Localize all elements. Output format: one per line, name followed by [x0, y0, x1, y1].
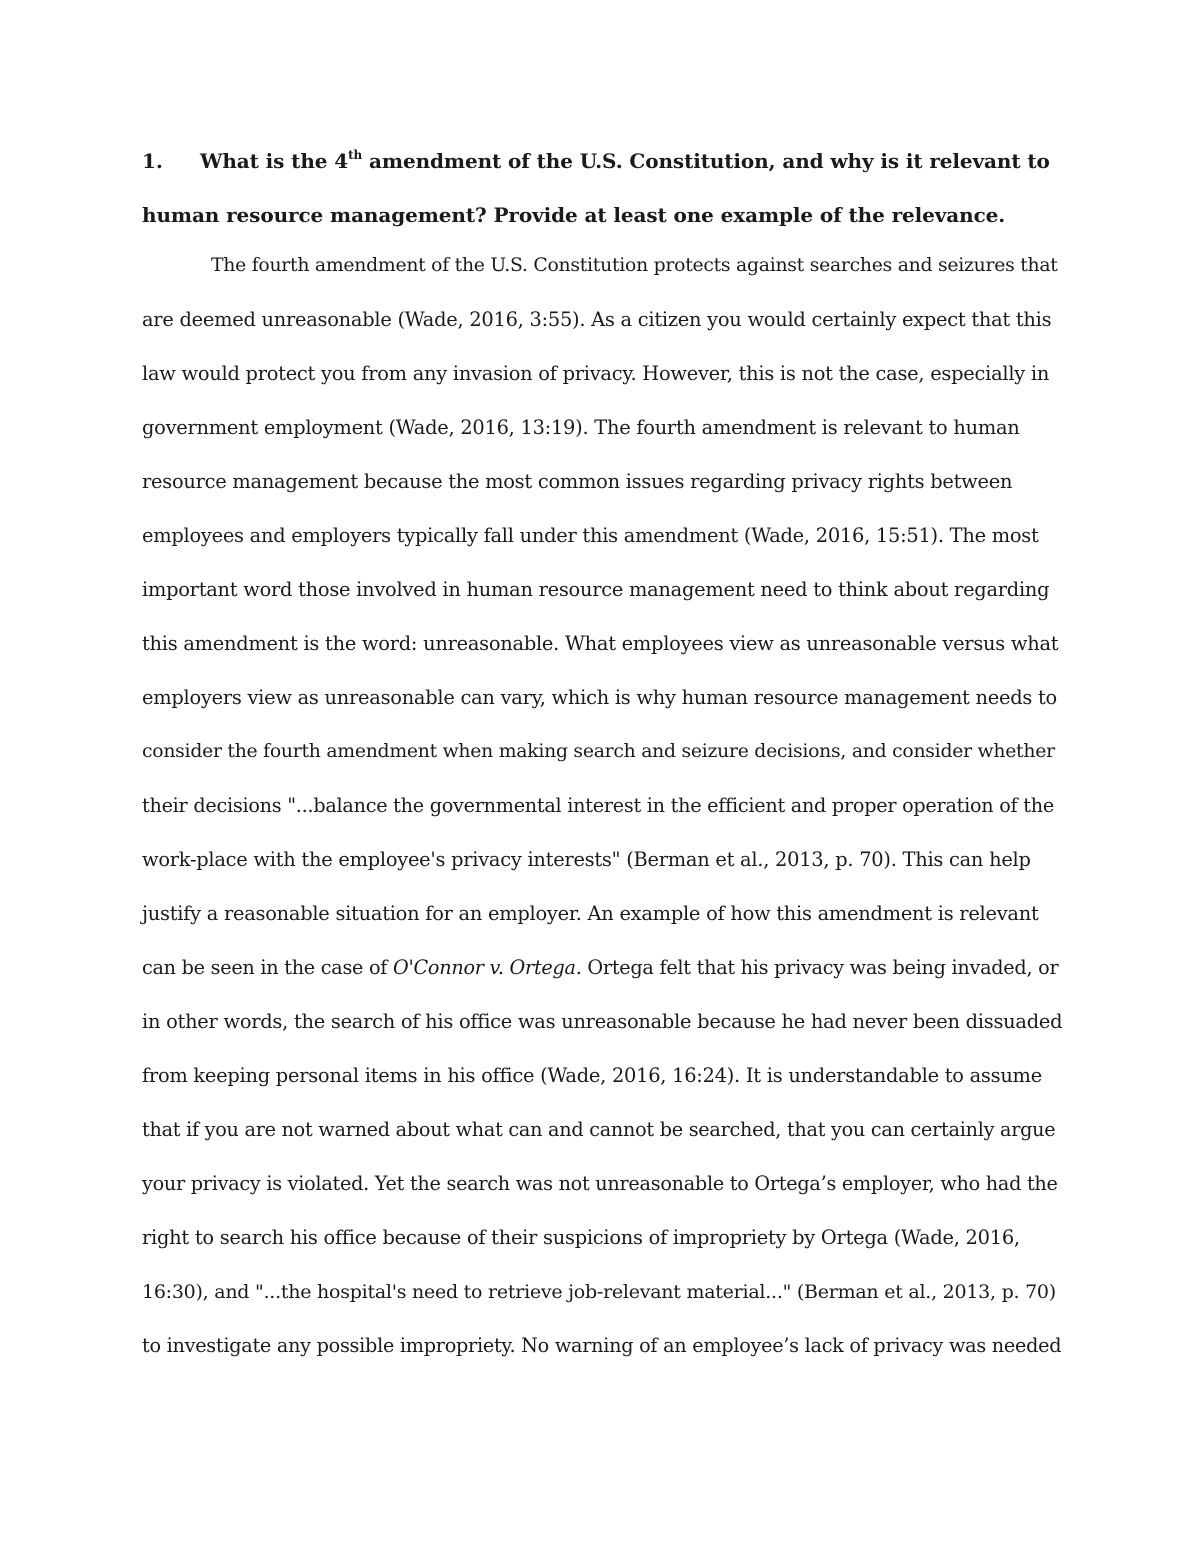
body-line-20: 16:30), and "...the hospital's need to retrieve job-relevant material..." (Berman et al., 2013, p. 70) [142, 1281, 1056, 1303]
body-line-5: resource management because the most common issues regarding privacy rights between [142, 470, 1013, 493]
body-line-14 [142, 953, 1058, 983]
body-line-3: law would protect you from any invasion of privacy. However, this is not the case, especially in [142, 362, 1050, 385]
body-line-9: employers view as unreasonable can vary, which is why human resource management needs to [142, 686, 1057, 709]
case-name: O'Connor v. Ortega. [393, 956, 582, 979]
body-line-2: are deemed unreasonable (Wade, 2016, 3:55). As a citizen you would certainly expect that this [142, 308, 1052, 331]
body-line-15: in other words, the search of his office was unreasonable because he had never been dissuaded [142, 1010, 1063, 1033]
body-line-10: consider the fourth amendment when making search and seizure decisions, and consider whether [142, 741, 1055, 762]
body-line-19: right to search his office because of their suspicions of impropriety by Ortega (Wade, 2016, [142, 1226, 1020, 1249]
ordinal-superscript: th [348, 148, 363, 162]
body-line-11: their decisions "...balance the governmental interest in the efficient and proper operation of the [142, 794, 1054, 817]
body-line-4: government employment (Wade, 2016, 13:19). The fourth amendment is relevant to human [142, 416, 1020, 439]
body-line-8: this amendment is the word: unreasonable. What employees view as unreasonable versus what [142, 632, 1059, 655]
body-line-6: employees and employers typically fall under this amendment (Wade, 2016, 15:51). The most [142, 524, 1039, 547]
body-line-7: important word those involved in human resource management need to think about regarding [142, 578, 1050, 601]
body-line-18: your privacy is violated. Yet the search was not unreasonable to Ortega’s employer, who had the [142, 1172, 1058, 1195]
line-14-post: Ortega felt that his privacy was being invaded, or [581, 956, 1059, 979]
body-line-13: justify a reasonable situation for an employer. An example of how this amendment is relevant [142, 902, 1039, 925]
question-heading [142, 134, 1062, 242]
body-line-12: work-place with the employee's privacy interests" (Berman et al., 2013, p. 70). This can help [142, 848, 1031, 871]
line-14-pre: can be seen in the case of [142, 956, 393, 979]
body-line-1: The fourth amendment of the U.S. Constitution protects against searches and seizures that [211, 255, 1058, 276]
question-number: 1. [142, 149, 163, 173]
body-line-21: to investigate any possible impropriety. No warning of an employee’s lack of privacy was needed [142, 1334, 1062, 1357]
body-line-17: that if you are not warned about what can and cannot be searched, that you can certainly argue [142, 1118, 1056, 1141]
body-line-16: from keeping personal items in his office (Wade, 2016, 16:24). It is understandable to assume [142, 1064, 1042, 1087]
question-text-part1: What is the 4 [200, 149, 349, 173]
question-text-part2: amendment of the U.S. Constitution, and why is it relevant to human resource management? Provide at least one example of the relevance. [142, 149, 1050, 227]
